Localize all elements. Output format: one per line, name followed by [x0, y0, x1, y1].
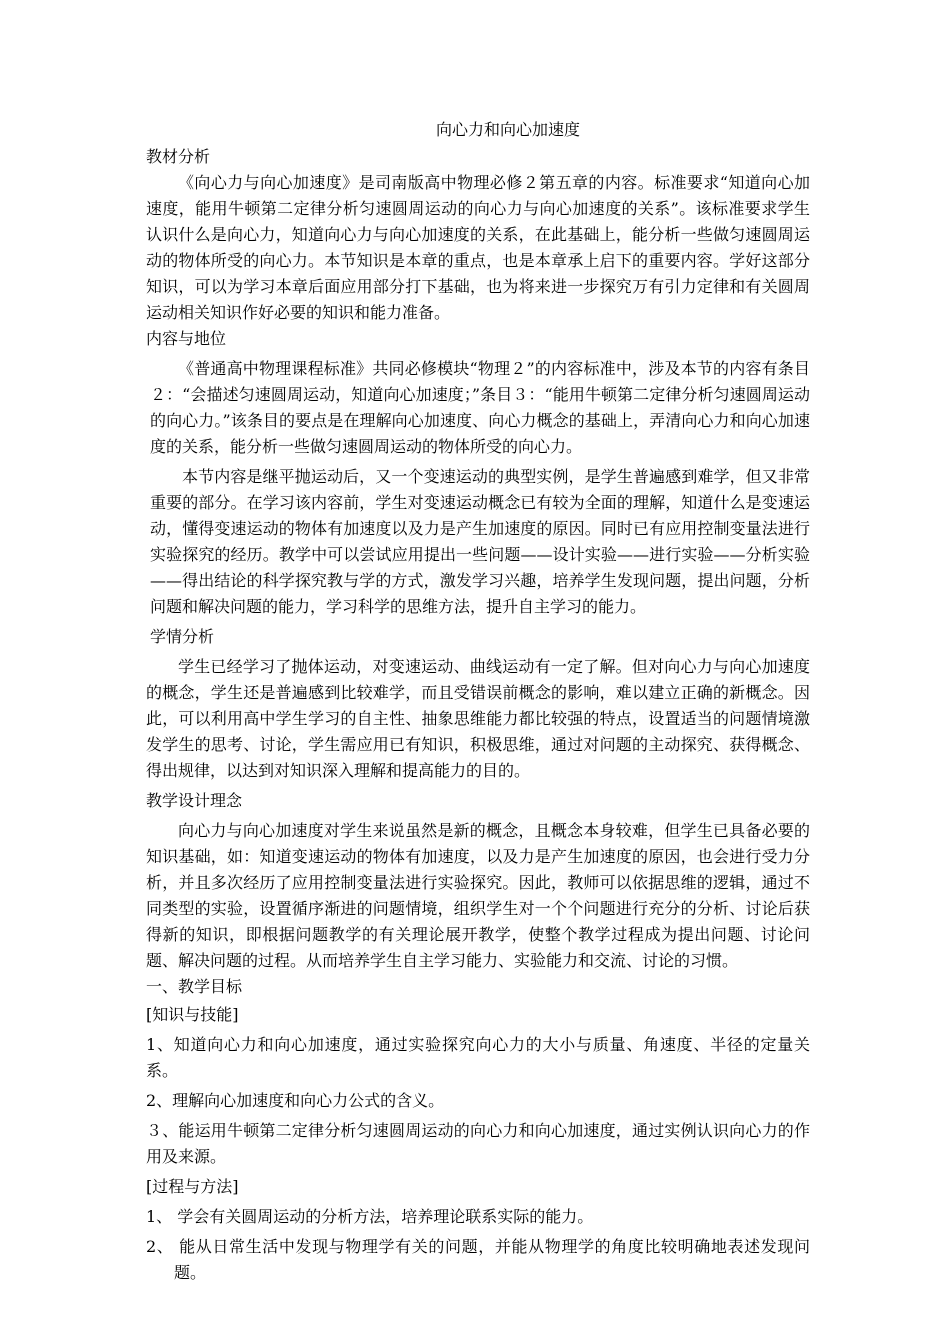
list-item-knowledge-3: ３、能运用牛顿第二定律分析匀速圆周运动的向心力和向心加速度，通过实例认识向心力的作用及来源。	[146, 1121, 810, 1166]
list-item-process-1: 1、 学会有关圆周运动的分析方法，培养理论联系实际的能力。	[146, 1207, 594, 1226]
section-heading-goals: 一、教学目标	[146, 977, 243, 996]
list-item-knowledge-2: 2、理解向心加速度和向心力公式的含义。	[146, 1091, 445, 1110]
paragraph-design: 向心力与向心加速度对学生来说虽然是新的概念，且概念本身较难，但学生已具备必要的知识基础，如：知道变速运动的物体有加速度，以及力是产生加速度的原因，也会进行受力分析，并且多次经历了应用控制变量法进行实验探究。因此，教师可以依据思维的逻辑，通过不同类型的实验，设置循序渐进的问题情境，组织学生对一个个问题进行充分的分析、讨论后获得新的知识，即根据问题教学的有关理论展开教学，使整个教学过程成为提出问题、讨论问题、解决问题的过程。从而培养学生自主学习能力、实验能力和交流、讨论的习惯。	[146, 821, 810, 970]
paragraph-students: 学生已经学习了抛体运动，对变速运动、曲线运动有一定了解。但对向心力与向心加速度的概念，学生还是普遍感到比较难学，而且受错误前概念的影响，难以建立正确的新概念。因此，可以利用高中学生学习的自主性、抽象思维能力都比较强的特点，设置适当的问题情境激发学生的思考、讨论，学生需应用已有知识，积极思维，通过对问题的主动探究、获得概念、得出规律，以达到对知识深入理解和提高能力的目的。	[146, 657, 810, 780]
document-body	[146, 116, 810, 1290]
subheading-knowledge: [知识与技能]	[146, 1005, 239, 1024]
list-item-process-2: 2、 能从日常生活中发现与物理学有关的问题，并能从物理学的角度比较明确地表述发现问题。	[146, 1237, 810, 1282]
paragraph-content-1: 《普通高中物理课程标准》共同必修模块“物理２”的内容标准中，涉及本节的内容有条目２：“会描述匀速圆周运动，知道向心加速度；”条目３：“能用牛顿第二定律分析匀速圆周运动的向心力。”该条目的要点是在理解向心加速度、向心力概念的基础上，弄清向心力和向心加速度的关系，能分析一些做匀速圆周运动的物体所受的向心力。	[150, 359, 810, 456]
list-item-knowledge-1: 1、知道向心力和向心加速度，通过实验探究向心力的大小与质量、角速度、半径的定量关系。	[146, 1035, 810, 1080]
content-block	[146, 356, 810, 620]
page-title: 向心力和向心加速度	[435, 120, 580, 139]
paragraph-textbook: 《向心力与向心加速度》是司南版高中物理必修２第五章的内容。标准要求“知道向心加速度，能用牛顿第二定律分析匀速圆周运动的向心力与向心加速度的关系”。该标准要求学生认识什么是向心力，知道向心力与向心加速度的关系，在此基础上，能分析一些做匀速圆周运动的物体所受的向心力。本节知识是本章的重点，也是本章承上启下的重要内容。学好这部分知识，可以为学习本章后面应用部分打下基础，也为将来进一步探究万有引力定律和有关圆周运动相关知识作好必要的知识和能力准备。	[146, 173, 810, 322]
section-heading-design: 教学设计理念	[146, 791, 243, 810]
section-heading-textbook: 教材分析	[146, 147, 211, 166]
section-heading-students: 学情分析	[150, 627, 215, 646]
paragraph-content-2: 本节内容是继平抛运动后，又一个变速运动的典型实例，是学生普遍感到难学，但又非常重要的部分。在学习该内容前，学生对变速运动概念已有较为全面的理解，知道什么是变速运动，懂得变速运动的物体有加速度以及力是产生加速度的原因。同时已有应用控制变量法进行实验探究的经历。教学中可以尝试应用提出一些问题——设计实验——进行实验——分析实验——得出结论的科学探究教与学的方式，激发学习兴趣，培养学生发现问题，提出问题，分析问题和解决问题的能力，学习科学的思维方法，提升自主学习的能力。	[150, 467, 810, 616]
section-heading-content: 内容与地位	[146, 329, 227, 348]
subheading-process: [过程与方法]	[146, 1177, 239, 1196]
